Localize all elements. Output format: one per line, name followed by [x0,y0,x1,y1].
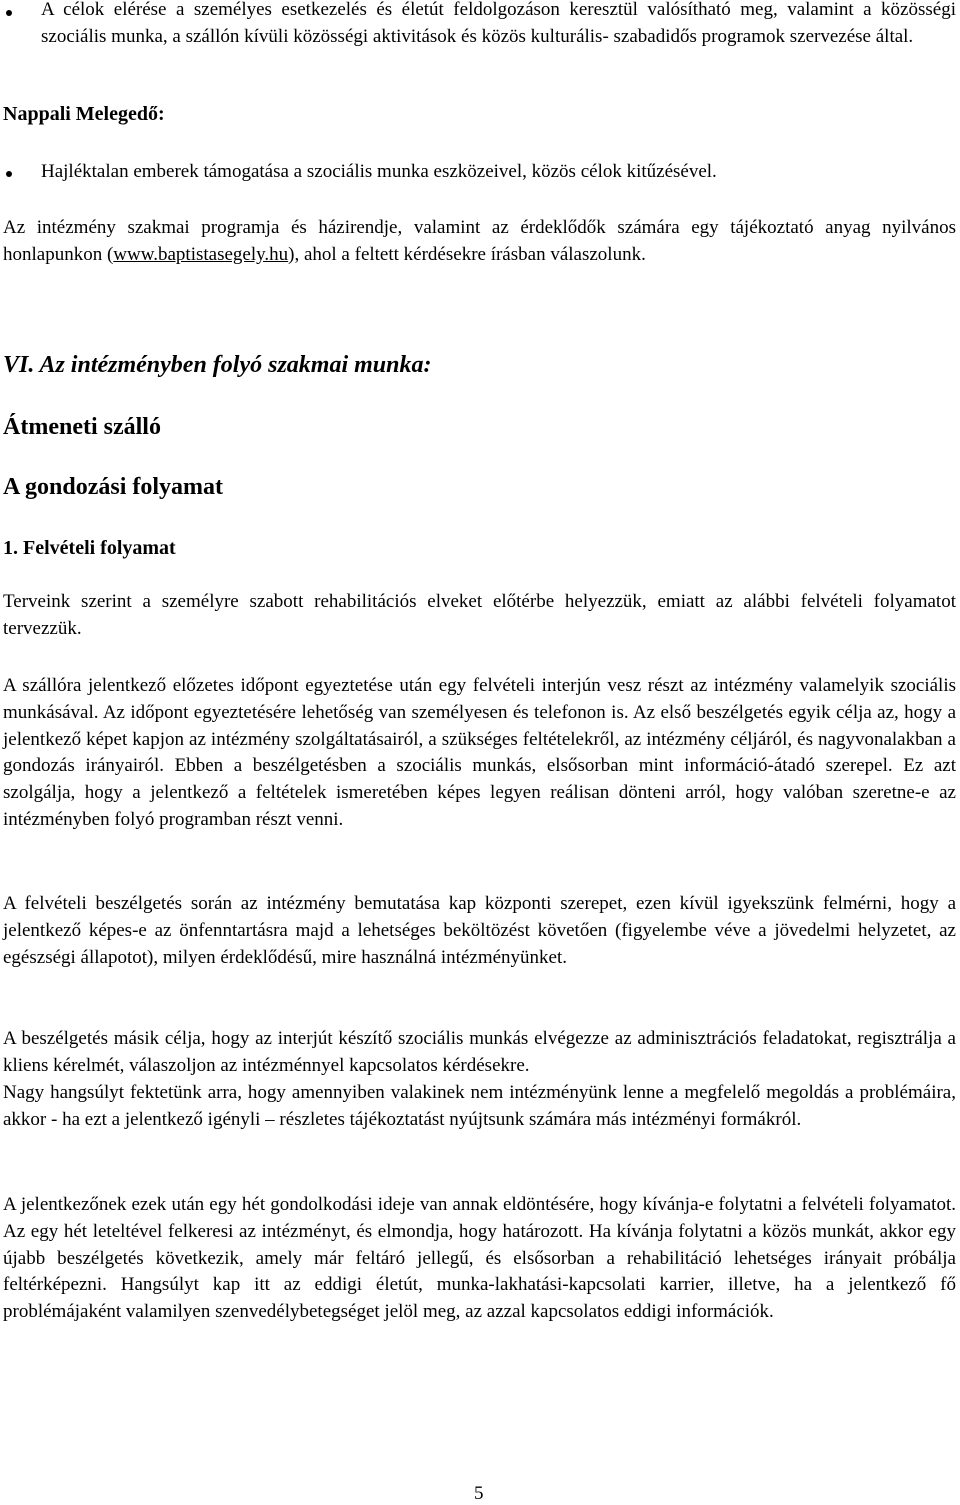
bullet-icon [6,171,12,177]
paragraph-3: A felvételi beszélgetés során az intézmény bemutatása kap központi szerepet, ezen kívül igyekszünk felmérni, hogy a jelentkező képes-e az önfenntartásra majd a lehetséges beköltözést követően (figyelembe véve a jövedelmi helyzetet, az egészségi állapotot), milyen érdeklődésű, mire használná intézményünket. [3,893,956,968]
paragraph-4a: A beszélgetés másik célja, hogy az interjút készítő szociális munkás elvégezze az adminisztrációs feladatokat, regisztrálja a kliens kérelmét, válaszoljon az intézménnyel kapcsolatos kérdésekre. [3,1028,956,1076]
info-paragraph [3,215,956,269]
section-subtitle-szallo: Átmeneti szálló [3,414,161,440]
info-text-after: ), ahol a feltett kérdésekre írásban válaszolunk. [288,243,646,265]
website-link[interactable]: www.baptistasegely.hu [113,243,289,265]
info-text-before: Az intézmény szakmai programja és házirendje, valamint az érdeklődők számára egy tájékoztató anyag nyilvános honlapunkon ( [3,217,956,265]
paragraph-4b: Nagy hangsúlyt fektetünk arra, hogy amennyiben valakinek nem intézményünk lenne a megfelelő megoldás a problémáira, akkor - ha ezt a jelentkező igényli – részletes tájékoztatást nyújtsunk számára más intézményi formákról. [3,1082,956,1130]
section-subtitle-gondozas: A gondozási folyamat [3,474,224,500]
bullet-goals: A célok elérése a személyes esetkezelés és életút feldolgozáson keresztül valósítható meg, valamint a közösségi szociális munka, a szállón kívüli közösségi aktivitások és közös kulturális- szabadidős programok szervezése által. [41,0,956,47]
paragraph-2: A szállóra jelentkező előzetes időpont egyeztetése után egy felvételi interjún vesz részt az intézmény valamelyik szociális munkásával. Az időpont egyeztetésére lehetőség van személyesen és telefonon is. Az első beszélgetés egyik célja az, hogy a jelentkező képet kapjon az intézmény szolgáltatásairól, a szükséges feltételekről, az intézmény céljáról, és nagyvonalakban a gondozás irányairól. Ebben a beszélgetésben a szociális munkás, elsősorban mint információ-átadó szerepel. Ez azt szolgálja, hogy a jelentkező a feltételek ismeretében képes legyen reálisan dönteni arról, hogy valóban szeretne-e az intézményben folyó programban részt venni. [3,675,956,830]
section-title: VI. Az intézményben folyó szakmai munka: [3,352,432,378]
paragraph-1: Terveink szerint a személyre szabott rehabilitációs elveket előtérbe helyezzük, emiatt az alábbi felvételi folyamatot tervezzük. [3,591,956,639]
bullet-nappali: Hajléktalan emberek támogatása a szociális munka eszközeivel, közös célok kitűzésével. [41,161,717,182]
paragraph-5: A jelentkezőnek ezek után egy hét gondolkodási ideje van annak eldöntésére, hogy kívánja-e folytatni a felvételi folyamatot. Az egy hét leteltével felkeresi az intézményt, és elmondja, hogy határozott. Ha kívánja folytatni a közös munkát, akkor egy újabb beszélgetés következik, amely már feltáró jellegű, és elsősorban a rehabilitáció lehetséges irányait próbálja feltérképezni. Hangsúlyt kap itt az eddigi életút, munka-lakhatási-kapcsolati karrier, illetve, ha a jelentkező fő problémájaként valamilyen szenvedélybetegséget jelöl meg, az azzal kapcsolatos eddigi információk. [3,1194,956,1323]
nappali-heading: Nappali Melegedő: [3,103,165,125]
page-number: 5 [474,1483,484,1504]
bullet-icon [6,10,12,16]
section-subtitle-felveteli: 1. Felvételi folyamat [3,537,176,559]
